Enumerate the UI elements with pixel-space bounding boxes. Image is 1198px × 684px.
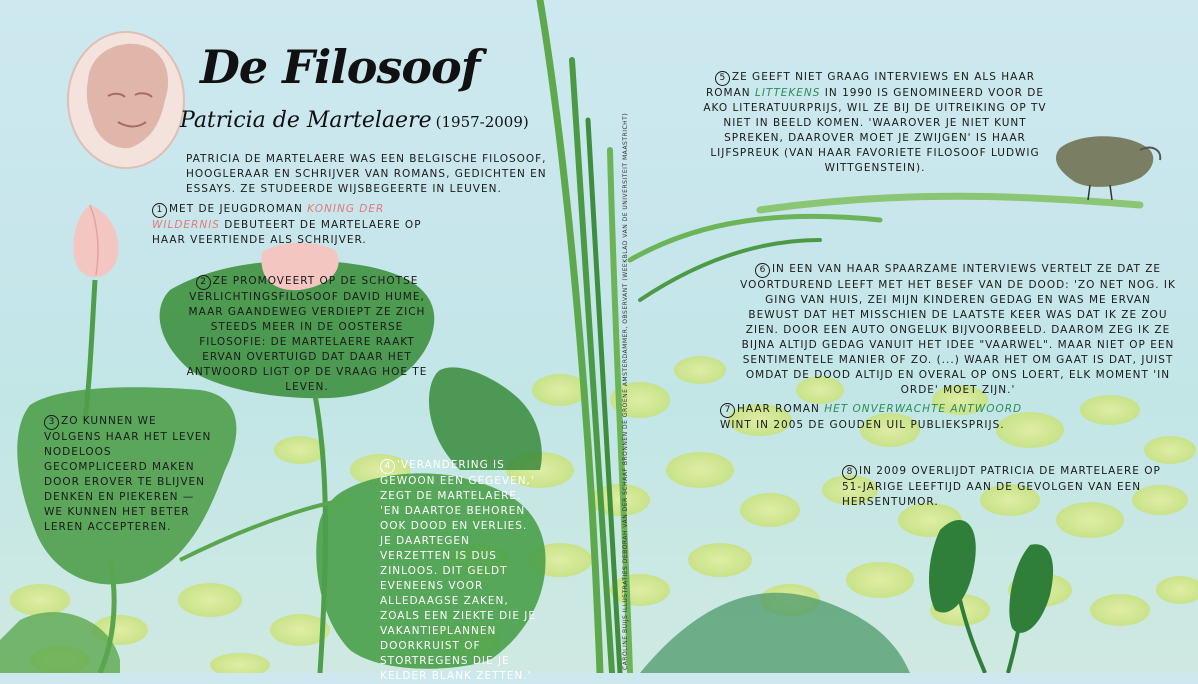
item-8 <box>842 464 1162 510</box>
item-5 <box>700 70 1050 176</box>
item-1-number: 1 <box>152 203 167 218</box>
item-1-after: DEBUTEERT DE MARTELAERE OP HAAR VEERTIENDE ALS SCHRIJVER. <box>152 219 422 246</box>
subtitle <box>180 108 529 133</box>
item-6 <box>738 262 1178 398</box>
subtitle-years: (1957-2009) <box>435 113 529 131</box>
intro-text: PATRICIA DE MARTELAERE WAS EEN BELGISCHE FILOSOOF, HOOGLERAAR EN SCHRIJVER VAN ROMANS, GEDICHTEN EN ESSAYS. ZE STUDEERDE WIJSBEGEERTE IN LEUVEN. <box>186 153 547 195</box>
item-8-text: IN 2009 OVERLIJDT PATRICIA DE MARTELAERE OP 51-JARIGE LEEFTIJD AAN DE GEVOLGEN VAN EEN HERSENTUMOR. <box>842 465 1161 508</box>
item-5-after: IN 1990 IS GENOMINEERD VOOR DE AKO LITERATUURPRIJS, WIL ZE BIJ DE UITREIKING OP TV NIET IN BEELD KOMEN. 'WAAROVER JE NIET KUNT SPREKEN, DAAROVER MOET JE ZWIJGEN' IS HAAR LIJFSPREUK (VAN HAAR FAVORIETE FILOSOOF LUDWIG WITTGENSTEIN). <box>703 87 1047 174</box>
item-5-highlight: LITTEKENS <box>754 87 821 99</box>
item-5-before: ZE GEEFT NIET GRAAG INTERVIEWS EN ALS HAAR ROMAN <box>705 71 1036 99</box>
item-4 <box>380 458 540 684</box>
item-7-before: HAAR ROMAN <box>737 403 825 415</box>
item-2 <box>182 274 432 395</box>
item-7 <box>720 402 1050 433</box>
item-3 <box>44 414 212 535</box>
page-title: De Filosoof <box>200 40 480 94</box>
bottom-leaves <box>640 520 1053 673</box>
item-7-number: 7 <box>720 403 735 418</box>
item-1-before: MET DE JEUGDROMAN <box>169 203 308 215</box>
item-2-number: 2 <box>196 275 211 290</box>
bird-illustration <box>1056 136 1160 200</box>
item-6-text: IN EEN VAN HAAR SPAARZAME INTERVIEWS VERTELT ZE DAT ZE VOORTDUREND LEEFT MET HET BESEF VAN DE DOOD: 'ZO NET NOG. IK GING VAN HUIS, ZEI MIJN KINDEREN GEDAG EN WAS ME ERVAN BEWUST DAT HET MISSCHIEN DE LAATSTE KEER WAS DAT IK ZE ZOU ZIEN. DOOR EEN AUTO ONGELUK BIJVOORBEELD. DAAROM ZEG IK ZE BIJNA ALTIJD GEDAG VANUIT HET IDEE "VAARWEL". MAAR NIET OP EEN SENTIMENTELE MANIER OF ZO. (...) WAAR HET OM GAAT IS DAT, JUIST OMDAT DE DOOD ALTIJD EN OVERAL OP ONS LOERT, ELK MOMENT 'IN ORDE' MOET ZIJN.' <box>740 263 1176 396</box>
item-6-number: 6 <box>755 263 770 278</box>
item-8-number: 8 <box>842 465 857 480</box>
item-4-number: 4 <box>380 459 395 474</box>
item-1 <box>152 202 452 248</box>
item-5-number: 5 <box>715 71 730 86</box>
portrait-avatar <box>68 32 184 168</box>
item-7-highlight: HET ONVERWACHTE ANTWOORD <box>824 403 1023 415</box>
credits: CAROLINE BUIJS ILLUSTRATIES DEBORAH VAN DER SCHAAF BRONNEN DE GROENE AMSTERDAMMER, OBSERVANT (WEEKBLAD VAN DE UNIVERSITEIT MAASTRICHT) <box>622 112 629 670</box>
item-2-text: ZE PROMOVEERT OP DE SCHOTSE VERLICHTINGSFILOSOOF DAVID HUME, MAAR GAANDEWEG VERDIEPT ZE ZICH STEEDS MEER IN DE OOSTERSE FILOSOFIE: DE MARTELAERE RAAKT ERVAN OVERTUIGD DAT DAAR HET ANTWOORD LIGT OP DE VRAAG HOE TE LEVEN. <box>186 275 428 393</box>
item-3-text: ZO KUNNEN WE VOLGENS HAAR HET LEVEN NODELOOS GECOMPLICEERD MAKEN DOOR EROVER TE BLIJVEN DENKEN EN PIEKEREN — WE KUNNEN HET BETER LEREN ACCEPTEREN. <box>44 415 212 533</box>
item-1-highlight: KONING DER WILDERNIS <box>152 203 385 231</box>
item-4-text: 'VERANDERING IS GEWOON EEN GEGEVEN,' ZEGT DE MARTELAERE. 'EN DAARTOE BEHOREN OOK DOOD EN VERLIES. JE DAARTEGEN VERZETTEN IS DUS ZINLOOS. DIT GELDT EVENEENS VOOR ALLEDAAGSE ZAKEN, ZOALS EEN ZIEKTE DIE JE VAKANTIEPLANNEN DOORKRUIST OF STORTREGENS DIE JE KELDER BLANK ZETTEN.' <box>380 459 537 682</box>
item-3-number: 3 <box>44 415 59 430</box>
subtitle-name: Patricia de Martelaere <box>180 108 432 133</box>
item-7-after: WINT IN 2005 DE GOUDEN UIL PUBLIEKSPRIJS. <box>720 419 1005 431</box>
